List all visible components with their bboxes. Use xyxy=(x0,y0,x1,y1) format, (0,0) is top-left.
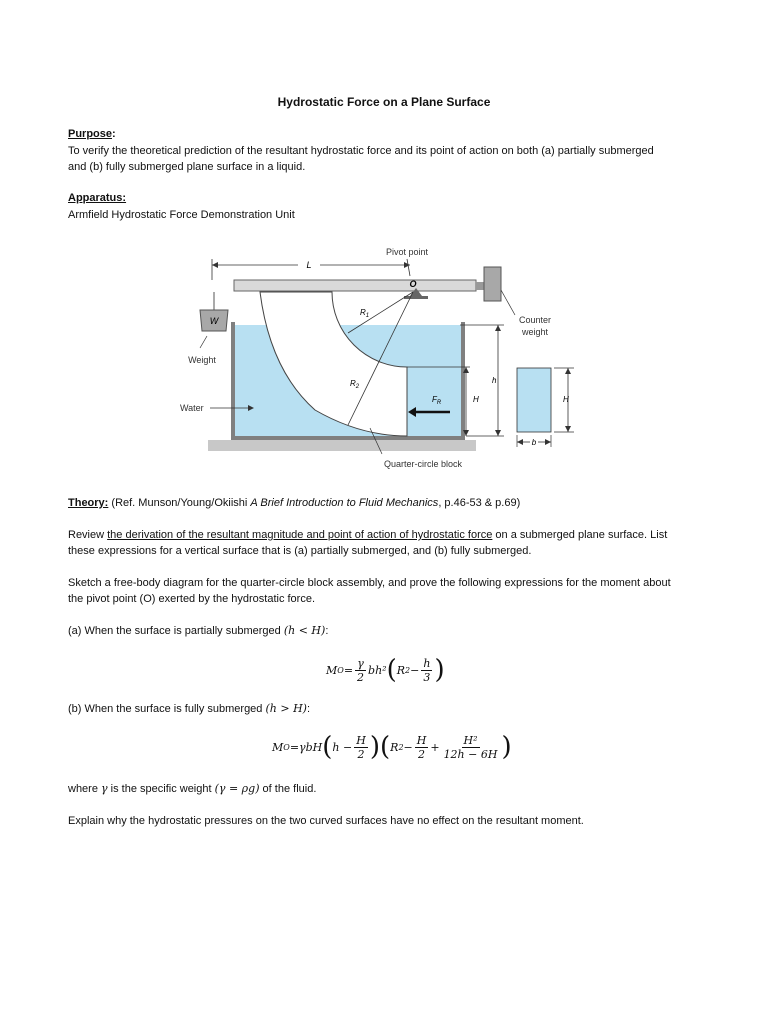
case-a-colon: : xyxy=(325,625,329,637)
R1-label: $R_1$ xyxy=(360,308,370,319)
eq-b-plus: + xyxy=(430,740,440,754)
eq-b-rparen-2: ) xyxy=(501,732,512,762)
review-underlined: the derivation of the resultant magnitude and point of action of hydrostatic force xyxy=(107,529,493,541)
eq-b-minus: − xyxy=(403,740,413,754)
eq-b-lparen-1: ( xyxy=(322,732,333,762)
water-label: Water xyxy=(180,403,204,413)
h-label: h xyxy=(492,376,497,385)
base-plate xyxy=(208,440,476,451)
eq-a-M: M xyxy=(326,663,338,677)
theory-heading: Theory: xyxy=(68,497,109,509)
weight-label: Weight xyxy=(188,355,216,365)
purpose-colon: : xyxy=(112,128,116,140)
eq-b-R-sub: 2 xyxy=(398,742,404,752)
where-middle: is the specific weight xyxy=(107,783,215,795)
L-label: L xyxy=(306,260,312,270)
eq-a-gamma: γ xyxy=(357,656,364,670)
eq-b-equals: = xyxy=(289,740,300,754)
pivot-point-label: Pivot point xyxy=(385,247,429,257)
counterweight-block xyxy=(484,267,501,301)
review-suffix: on a submerged plane surface. List xyxy=(492,529,668,541)
sketch-paragraph xyxy=(68,575,708,607)
eq-b-lparen-2: ( xyxy=(379,732,391,762)
purpose-heading-block xyxy=(68,128,116,140)
counter-weight-label-2: weight xyxy=(521,327,549,337)
case-b-condition: (h > H) xyxy=(265,702,307,715)
eq-b-R: R xyxy=(390,740,399,754)
purpose-line-1: To verify the theoretical prediction of the resultant hydrostatic force and its point of action on both (a) partially submerged xyxy=(68,145,654,157)
eq-b-H-squared: H² xyxy=(463,733,478,747)
eq-a-equals: = xyxy=(343,663,354,677)
eq-b-two-b: 2 xyxy=(418,747,426,761)
eq-b-M: M xyxy=(272,740,284,754)
where-suffix: of the fluid. xyxy=(259,783,317,795)
case-a-condition: (h < H) xyxy=(283,624,326,637)
review-prefix: Review xyxy=(68,529,108,541)
eq-b-denominator: 12h − 6H xyxy=(443,747,498,761)
pivot-base xyxy=(404,296,428,299)
eq-a-R-sub: 2 xyxy=(405,665,411,675)
eq-a-bh2: bh² xyxy=(368,663,387,677)
weight-leader xyxy=(200,336,207,348)
purpose-line-2: and (b) fully submerged plane surface in a liquid. xyxy=(68,161,306,173)
theory-line xyxy=(68,495,708,511)
theory-ref-suffix: , p.46-53 & p.69) xyxy=(438,497,521,509)
equation-a xyxy=(326,650,445,690)
explain-line: Explain why the hydrostatic pressures on the two curved surfaces have no effect on the resultant moment. xyxy=(68,815,584,827)
apparatus-heading: Apparatus: xyxy=(68,192,127,204)
pivot-O-label: O xyxy=(409,279,417,289)
where-line xyxy=(68,781,708,797)
eq-a-minus: − xyxy=(410,663,420,677)
where-prefix: where xyxy=(68,783,102,795)
tank-left-wall xyxy=(231,322,235,440)
eq-a-rparen: ) xyxy=(434,655,445,685)
eq-b-rparen-1: ) xyxy=(369,732,380,762)
page-title: Hydrostatic Force on a Plane Surface xyxy=(277,95,491,109)
where-def: (γ = ρg) xyxy=(214,782,260,795)
b-arrow-right xyxy=(545,439,551,445)
eq-a-h: h xyxy=(423,656,431,670)
eq-b-two: 2 xyxy=(357,747,365,761)
counter-weight-label-1: Counter xyxy=(518,315,552,325)
review-line-2: these expressions for a vertical surface that is (a) partially submerged, and (b) fully submerged. xyxy=(68,545,532,557)
end-H-arrow-bottom xyxy=(565,426,571,432)
pivot-beam xyxy=(234,280,476,291)
FR-label: $F_R$ xyxy=(432,395,442,406)
purpose-text xyxy=(68,143,708,175)
eq-a-M-sub: O xyxy=(337,665,344,675)
pivot-leader xyxy=(407,259,410,276)
purpose-heading: Purpose xyxy=(68,128,113,140)
sketch-line-1: Sketch a free-body diagram for the quarter-circle block assembly, and prove the following expressions for the moment about xyxy=(68,577,671,589)
tank-bottom xyxy=(231,436,465,440)
eq-b-H: H xyxy=(356,733,366,747)
equation-b xyxy=(272,726,512,768)
eq-b-h-minus: h − xyxy=(332,740,353,754)
h-arrow-bottom xyxy=(495,430,501,436)
R2-label: $R_2$ xyxy=(350,379,360,390)
end-view-surface xyxy=(517,368,551,432)
eq-b-H-over-2 xyxy=(354,734,368,761)
case-a-label: (a) When the surface is partially submerged xyxy=(68,625,284,637)
eq-b-gammabH: γbH xyxy=(299,740,323,754)
b-label: b xyxy=(531,438,537,447)
theory-ref-book: A Brief Introduction to Fluid Mechanics xyxy=(250,497,439,509)
eq-a-lparen: ( xyxy=(386,655,397,685)
sketch-line-2: the pivot point (O) exerted by the hydrostatic force. xyxy=(68,593,316,605)
eq-b-H2: H xyxy=(416,733,427,747)
H-label: H xyxy=(473,395,479,404)
end-H-label: H xyxy=(563,395,569,404)
case-b-line xyxy=(68,701,708,717)
L-arrow-right xyxy=(404,262,410,268)
eq-a-three: 3 xyxy=(423,670,431,684)
apparatus-text: Armfield Hydrostatic Force Demonstration Unit xyxy=(68,209,295,221)
L-arrow-left xyxy=(212,262,218,268)
eq-a-h-frac xyxy=(421,657,432,684)
eq-a-two: 2 xyxy=(357,670,365,684)
case-a-line xyxy=(68,623,708,639)
eq-a-gamma-frac xyxy=(355,657,366,684)
case-b-colon: : xyxy=(306,703,311,715)
counterweight-leader xyxy=(501,290,515,315)
h-arrow-top xyxy=(495,325,501,331)
tank-right-wall xyxy=(461,322,465,440)
b-arrow-left xyxy=(517,439,523,445)
eq-b-M-sub: O xyxy=(283,742,290,752)
quarter-circle-block-label: Quarter-circle block xyxy=(384,459,463,469)
theory-ref-prefix: (Ref. Munson/Young/Okiishi xyxy=(108,497,251,509)
review-paragraph xyxy=(68,527,708,559)
end-H-arrow-top xyxy=(565,368,571,374)
where-gamma: γ xyxy=(101,782,108,795)
case-b-label: (b) When the surface is fully submerged xyxy=(68,703,266,715)
review-line-1 xyxy=(68,527,708,543)
eq-b-H2-frac xyxy=(442,734,500,761)
eq-b-H-over-2b xyxy=(415,734,429,761)
apparatus-figure xyxy=(170,240,590,475)
eq-a-R: R xyxy=(396,663,406,677)
weight-W-label: W xyxy=(209,316,219,326)
